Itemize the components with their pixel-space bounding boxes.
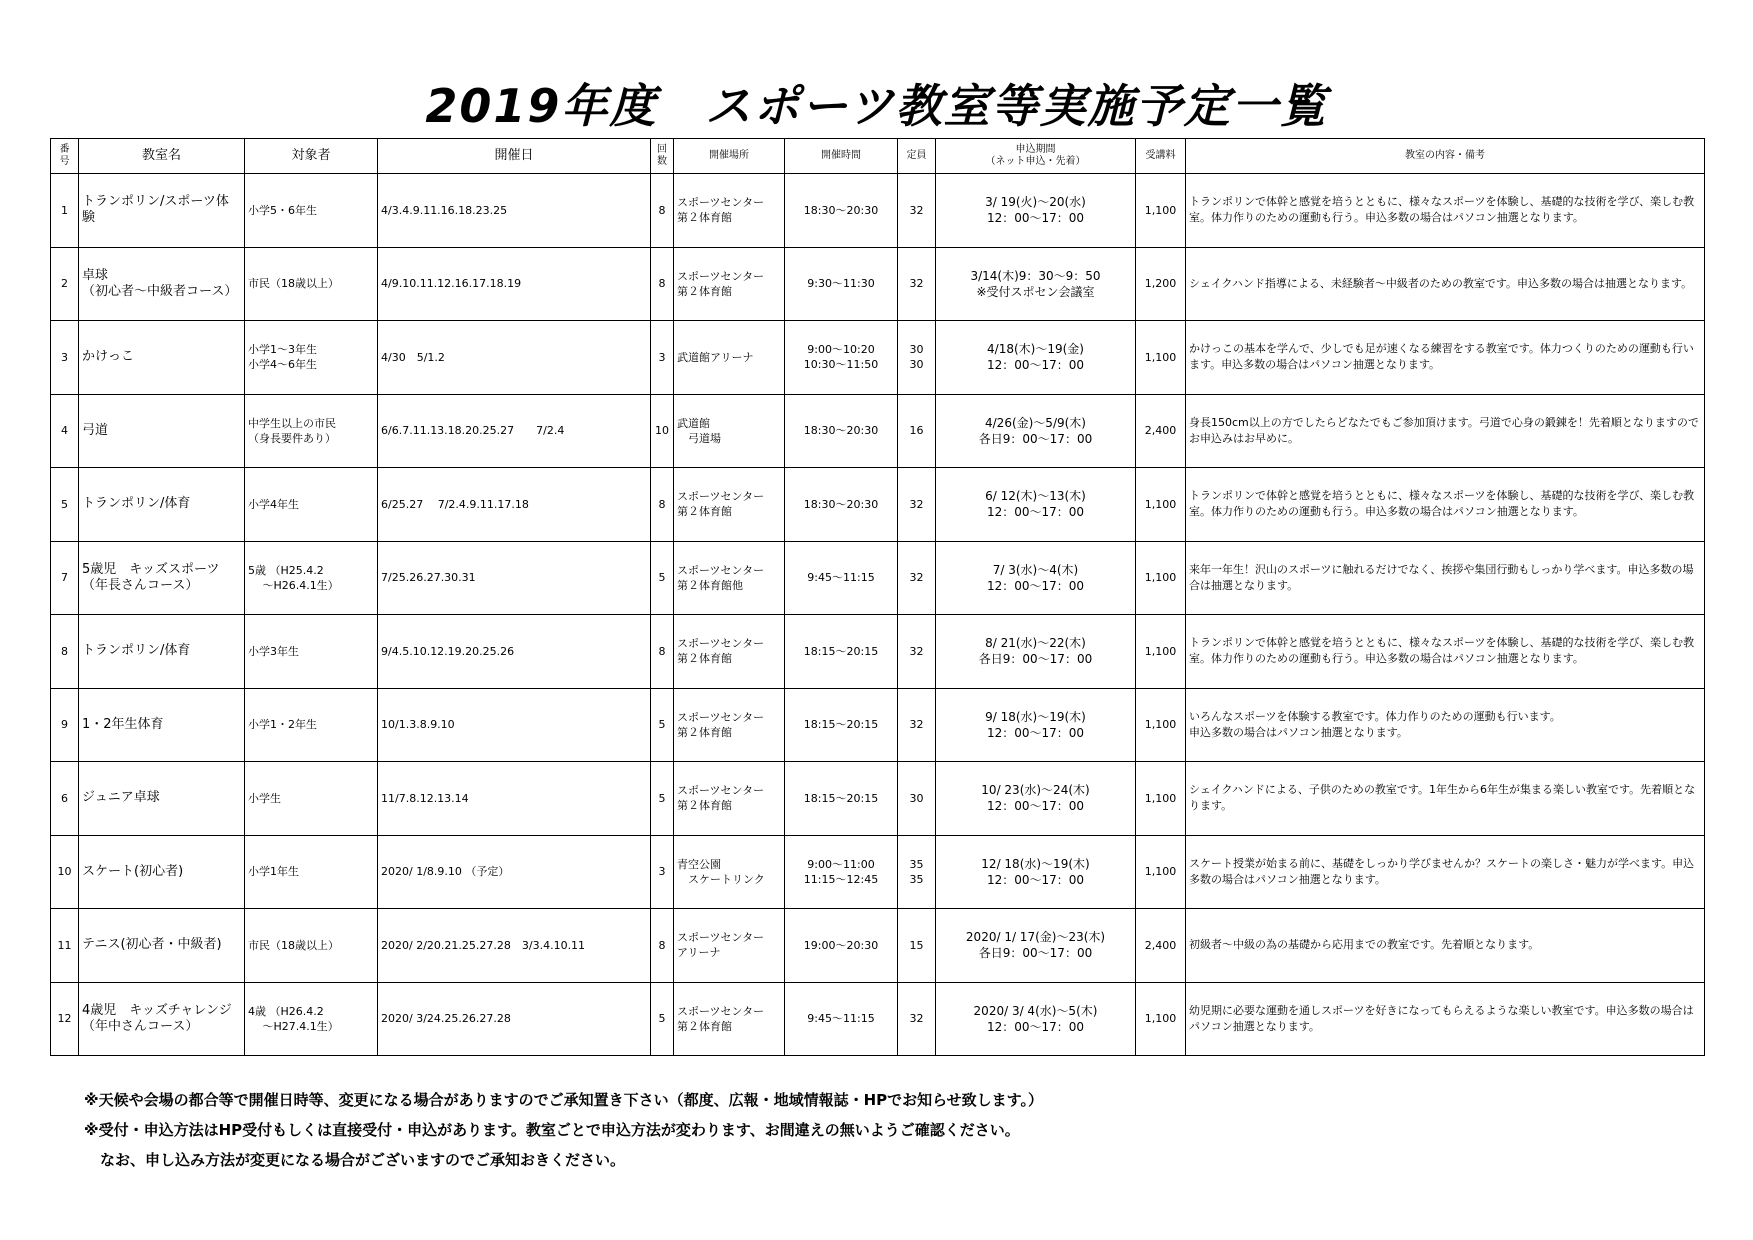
- cell-place: スポーツセンター 第２体育館: [674, 247, 785, 321]
- cell-target: 市民（18歳以上）: [245, 909, 378, 983]
- cell-fee: 1,100: [1136, 174, 1186, 248]
- note-1: ※天候や会場の都合等で開催日時等、変更になる場合がありますのでご承知置き下さい（都度、広報・地域情報誌・HPでお知らせ致します。）: [84, 1091, 1043, 1109]
- cell-dates: 10/1.3.8.9.10: [378, 688, 651, 762]
- cell-dates: 4/30 5/1.2: [378, 321, 651, 395]
- cell-fee: 1,100: [1136, 762, 1186, 836]
- cell-name: トランポリン/体育: [79, 615, 245, 689]
- cell-count: 8: [651, 174, 674, 248]
- cell-dates: 4/3.4.9.11.16.18.23.25: [378, 174, 651, 248]
- cell-name: ジュニア卓球: [79, 762, 245, 836]
- cell-capacity: 30: [898, 762, 936, 836]
- cell-place: スポーツセンター 第２体育館: [674, 468, 785, 542]
- header-no: 番 号: [51, 139, 79, 174]
- cell-fee: 2,400: [1136, 909, 1186, 983]
- cell-place: スポーツセンター 第２体育館: [674, 174, 785, 248]
- table-row: [51, 615, 1705, 689]
- cell-count: 8: [651, 247, 674, 321]
- cell-target: 中学生以上の市民 （身長要件あり）: [245, 394, 378, 468]
- cell-capacity: 32: [898, 174, 936, 248]
- cell-period: 7/ 3(水)～4(木) 12：00～17：00: [936, 541, 1136, 615]
- cell-period: 10/ 23(水)～24(木) 12：00～17：00: [936, 762, 1136, 836]
- cell-count: 8: [651, 909, 674, 983]
- cell-place: 青空公園 スケートリンク: [674, 835, 785, 909]
- cell-capacity: 32: [898, 688, 936, 762]
- cell-name: 1・2年生体育: [79, 688, 245, 762]
- cell-no: 4: [51, 394, 79, 468]
- cell-dates: 9/4.5.10.12.19.20.25.26: [378, 615, 651, 689]
- cell-content: かけっこの基本を学んで、少しでも足が速くなる練習をする教室です。体力つくりのための運動も行います。申込多数の場合はパソコン抽選となります。: [1186, 321, 1705, 395]
- cell-content: スケート授業が始まる前に、基礎をしっかり学びませんか？スケートの楽しさ・魅力が学べます。申込多数の場合はパソコン抽選となります。: [1186, 835, 1705, 909]
- table-row: [51, 247, 1705, 321]
- cell-content: 初級者～中級の為の基礎から応用までの教室です。先着順となります。: [1186, 909, 1705, 983]
- cell-period: 4/18(木)～19(金) 12：00～17：00: [936, 321, 1136, 395]
- cell-target: 小学1～3年生 小学4～6年生: [245, 321, 378, 395]
- cell-period: 6/ 12(木)～13(木) 12：00～17：00: [936, 468, 1136, 542]
- cell-place: スポーツセンター 第２体育館: [674, 982, 785, 1056]
- cell-no: 12: [51, 982, 79, 1056]
- cell-content: 来年一年生！沢山のスポーツに触れるだけでなく、挨拶や集団行動もしっかり学べます。申込多数の場合は抽選となります。: [1186, 541, 1705, 615]
- table-header-row: [51, 139, 1705, 174]
- cell-fee: 2,400: [1136, 394, 1186, 468]
- cell-capacity: 32: [898, 247, 936, 321]
- cell-name: かけっこ: [79, 321, 245, 395]
- cell-period: 12/ 18(水)～19(木) 12：00～17：00: [936, 835, 1136, 909]
- cell-target: 小学生: [245, 762, 378, 836]
- cell-count: 5: [651, 541, 674, 615]
- cell-count: 5: [651, 688, 674, 762]
- cell-time: 9:45～11:15: [785, 982, 898, 1056]
- cell-period: 8/ 21(水)～22(木) 各日9：00～17：00: [936, 615, 1136, 689]
- schedule-table: [50, 138, 1705, 1056]
- cell-period: 9/ 18(水)～19(木) 12：00～17：00: [936, 688, 1136, 762]
- cell-no: 9: [51, 688, 79, 762]
- cell-target: 小学4年生: [245, 468, 378, 542]
- cell-name: 弓道: [79, 394, 245, 468]
- cell-content: シェイクハンドによる、子供のための教室です。1年生から6年生が集まる楽しい教室です。先着順となります。: [1186, 762, 1705, 836]
- cell-no: 10: [51, 835, 79, 909]
- table-row: [51, 688, 1705, 762]
- cell-time: 18:15～20:15: [785, 615, 898, 689]
- cell-time: 19:00～20:30: [785, 909, 898, 983]
- note-2: ※受付・申込方法はHP受付もしくは直接受付・申込があります。教室ごとで申込方法が変わります、お間違えの無いようご確認ください。: [84, 1121, 1020, 1139]
- cell-target: 小学1・2年生: [245, 688, 378, 762]
- cell-capacity: 16: [898, 394, 936, 468]
- header-target: 対象者: [245, 139, 378, 174]
- cell-time: 18:30～20:30: [785, 174, 898, 248]
- cell-dates: 6/25.27 7/2.4.9.11.17.18: [378, 468, 651, 542]
- cell-name: 4歳児 キッズチャレンジ （年中さんコース）: [79, 982, 245, 1056]
- cell-target: 4歳 （H26.4.2 ～H27.4.1生）: [245, 982, 378, 1056]
- cell-time: 18:30～20:30: [785, 394, 898, 468]
- cell-target: 市民（18歳以上）: [245, 247, 378, 321]
- cell-fee: 1,100: [1136, 541, 1186, 615]
- cell-time: 9:30～11:30: [785, 247, 898, 321]
- notes: [84, 1085, 1043, 1175]
- cell-fee: 1,100: [1136, 321, 1186, 395]
- cell-name: 卓球 （初心者～中級者コース）: [79, 247, 245, 321]
- cell-target: 小学3年生: [245, 615, 378, 689]
- cell-period: 2020/ 1/ 17(金)～23(木) 各日9：00～17：00: [936, 909, 1136, 983]
- header-fee: 受講料: [1136, 139, 1186, 174]
- cell-dates: 11/7.8.12.13.14: [378, 762, 651, 836]
- cell-content: トランポリンで体幹と感覚を培うとともに、様々なスポーツを体験し、基礎的な技術を学び、楽しむ教室。体力作りのための運動も行う。申込多数の場合はパソコン抽選となります。: [1186, 615, 1705, 689]
- cell-capacity: 32: [898, 541, 936, 615]
- cell-no: 3: [51, 321, 79, 395]
- cell-content: トランポリンで体幹と感覚を培うとともに、様々なスポーツを体験し、基礎的な技術を学び、楽しむ教室。体力作りのための運動も行う。申込多数の場合はパソコン抽選となります。: [1186, 468, 1705, 542]
- cell-name: トランポリン/体育: [79, 468, 245, 542]
- cell-dates: 4/9.10.11.12.16.17.18.19: [378, 247, 651, 321]
- cell-name: トランポリン/スポーツ体験: [79, 174, 245, 248]
- cell-capacity: 15: [898, 909, 936, 983]
- cell-place: スポーツセンター アリーナ: [674, 909, 785, 983]
- cell-no: 5: [51, 468, 79, 542]
- cell-dates: 2020/ 3/24.25.26.27.28: [378, 982, 651, 1056]
- cell-content: いろんなスポーツを体験する教室です。体力作りのための運動も行います。 申込多数の場合はパソコン抽選となります。: [1186, 688, 1705, 762]
- cell-place: 武道館アリーナ: [674, 321, 785, 395]
- cell-count: 3: [651, 321, 674, 395]
- header-content: 教室の内容・備考: [1186, 139, 1705, 174]
- cell-target: 5歳 （H25.4.2 ～H26.4.1生）: [245, 541, 378, 615]
- cell-content: トランポリンで体幹と感覚を培うとともに、様々なスポーツを体験し、基礎的な技術を学び、楽しむ教室。体力作りのための運動も行う。申込多数の場合はパソコン抽選となります。: [1186, 174, 1705, 248]
- cell-fee: 1,100: [1136, 688, 1186, 762]
- table-row: [51, 468, 1705, 542]
- cell-period: 4/26(金)～5/9(木) 各日9：00～17：00: [936, 394, 1136, 468]
- cell-capacity: 32: [898, 615, 936, 689]
- cell-period: 3/14(木)9：30～9：50 ※受付スポセン会議室: [936, 247, 1136, 321]
- cell-fee: 1,100: [1136, 615, 1186, 689]
- cell-count: 5: [651, 762, 674, 836]
- cell-no: 11: [51, 909, 79, 983]
- header-name: 教室名: [79, 139, 245, 174]
- note-3: なお、申し込み方法が変更になる場合がございますのでご承知おきください。: [100, 1151, 626, 1169]
- cell-content: 身長150cm以上の方でしたらどなたでもご参加頂けます。弓道で心身の鍛錬を！先着順となりますのでお申込みはお早めに。: [1186, 394, 1705, 468]
- cell-place: スポーツセンター 第２体育館: [674, 762, 785, 836]
- cell-dates: 2020/ 2/20.21.25.27.28 3/3.4.10.11: [378, 909, 651, 983]
- cell-fee: 1,200: [1136, 247, 1186, 321]
- cell-name: 5歳児 キッズスポーツ （年長さんコース）: [79, 541, 245, 615]
- header-time: 開催時間: [785, 139, 898, 174]
- cell-time: 18:15～20:15: [785, 762, 898, 836]
- cell-content: 幼児期に必要な運動を通しスポーツを好きになってもらえるような楽しい教室です。申込多数の場合はパソコン抽選となります。: [1186, 982, 1705, 1056]
- header-capacity: 定員: [898, 139, 936, 174]
- table-row: [51, 541, 1705, 615]
- cell-name: テニス(初心者・中級者): [79, 909, 245, 983]
- cell-period: 2020/ 3/ 4(水)～5(木) 12：00～17：00: [936, 982, 1136, 1056]
- table-row: [51, 835, 1705, 909]
- cell-period: 3/ 19(火)～20(水) 12：00～17：00: [936, 174, 1136, 248]
- cell-time: 18:30～20:30: [785, 468, 898, 542]
- table-row: [51, 174, 1705, 248]
- header-count: 回 数: [651, 139, 674, 174]
- cell-capacity: 30 30: [898, 321, 936, 395]
- cell-dates: 7/25.26.27.30.31: [378, 541, 651, 615]
- header-period: 申込期間 （ネット申込・先着）: [936, 139, 1136, 174]
- cell-no: 8: [51, 615, 79, 689]
- cell-count: 8: [651, 615, 674, 689]
- cell-time: 9:00～10:20 10:30～11:50: [785, 321, 898, 395]
- cell-target: 小学1年生: [245, 835, 378, 909]
- cell-count: 3: [651, 835, 674, 909]
- cell-place: スポーツセンター 第２体育館他: [674, 541, 785, 615]
- cell-fee: 1,100: [1136, 835, 1186, 909]
- page-title: 2019年度 スポーツ教室等実施予定一覧: [425, 79, 1328, 133]
- cell-time: 18:15～20:15: [785, 688, 898, 762]
- cell-count: 10: [651, 394, 674, 468]
- cell-no: 2: [51, 247, 79, 321]
- cell-capacity: 32: [898, 982, 936, 1056]
- cell-target: 小学5・6年生: [245, 174, 378, 248]
- cell-count: 5: [651, 982, 674, 1056]
- table-row: [51, 321, 1705, 395]
- table-row: [51, 394, 1705, 468]
- cell-place: スポーツセンター 第２体育館: [674, 688, 785, 762]
- cell-no: 7: [51, 541, 79, 615]
- cell-count: 8: [651, 468, 674, 542]
- cell-fee: 1,100: [1136, 468, 1186, 542]
- cell-place: スポーツセンター 第２体育館: [674, 615, 785, 689]
- cell-no: 1: [51, 174, 79, 248]
- table-row: [51, 762, 1705, 836]
- cell-time: 9:45～11:15: [785, 541, 898, 615]
- cell-dates: 2020/ 1/8.9.10 （予定）: [378, 835, 651, 909]
- cell-capacity: 35 35: [898, 835, 936, 909]
- cell-place: 武道館 弓道場: [674, 394, 785, 468]
- cell-name: スケート(初心者): [79, 835, 245, 909]
- cell-capacity: 32: [898, 468, 936, 542]
- cell-no: 6: [51, 762, 79, 836]
- cell-fee: 1,100: [1136, 982, 1186, 1056]
- cell-content: シェイクハンド指導による、未経験者～中級者のための教室です。申込多数の場合は抽選となります。: [1186, 247, 1705, 321]
- table-row: [51, 982, 1705, 1056]
- cell-dates: 6/6.7.11.13.18.20.25.27 7/2.4: [378, 394, 651, 468]
- table-row: [51, 909, 1705, 983]
- header-dates: 開催日: [378, 139, 651, 174]
- cell-time: 9:00～11:00 11:15～12:45: [785, 835, 898, 909]
- header-place: 開催場所: [674, 139, 785, 174]
